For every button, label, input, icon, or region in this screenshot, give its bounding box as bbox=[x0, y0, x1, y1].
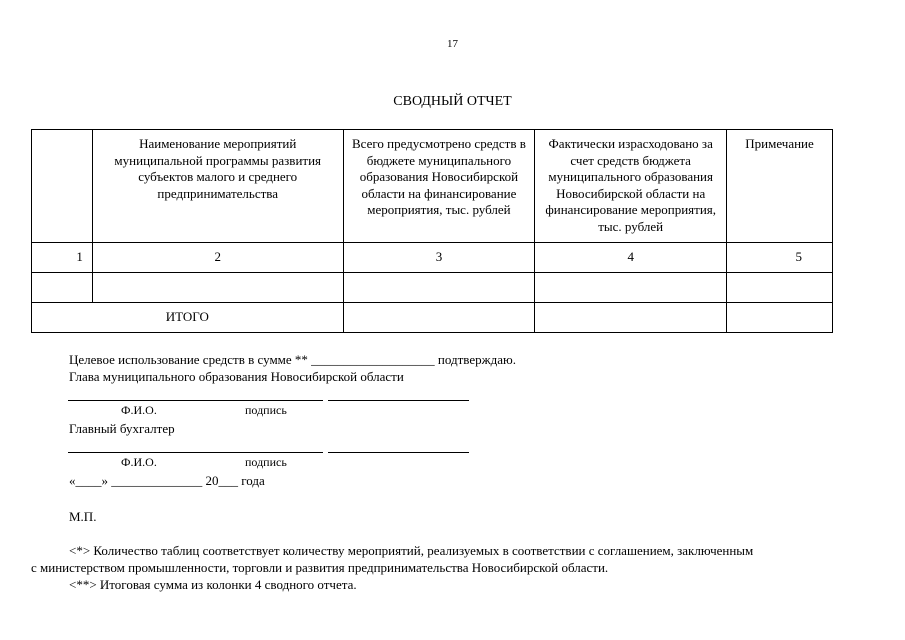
table-header-row bbox=[32, 130, 833, 243]
table-row-total bbox=[32, 303, 833, 333]
footnote-1: <*> Количество таблиц соответствует количеству мероприятий, реализуемых в соответствии с соглашением, заключенным bbox=[69, 543, 754, 558]
table-cell bbox=[32, 273, 93, 303]
header-actual-spent: Фактически израсходовано за счет средств бюджета муниципального образования Новосибирской области на финансирование мероприятия, тыс. рублей bbox=[535, 130, 727, 243]
signature-caption: подпись bbox=[245, 455, 287, 469]
table-cell bbox=[727, 273, 833, 303]
header-note: Примечание bbox=[727, 130, 833, 243]
head-of-municipality-label: Глава муниципального образования Новосибирской области bbox=[69, 369, 404, 384]
header-activity-name: Наименование мероприятий муниципальной программы развития субъектов малого и среднего предпринимательства bbox=[92, 130, 343, 243]
footnote-1-continued: с министерством промышленности, торговли и развития предпринимательства Новосибирской области. bbox=[31, 560, 609, 575]
confirmation-text: Целевое использование средств в сумме ** ___________________ подтверждаю. bbox=[69, 352, 516, 367]
column-number: 5 bbox=[727, 243, 833, 273]
header-planned-funds: Всего предусмотрено средств в бюджете муниципального образования Новосибирской области на финансирование мероприятия, тыс. рублей bbox=[343, 130, 535, 243]
table-cell bbox=[343, 303, 535, 333]
summary-report-table bbox=[31, 129, 833, 333]
footnote-2: <**> Итоговая сумма из колонки 4 сводного отчета. bbox=[69, 577, 357, 592]
table-cell bbox=[727, 303, 833, 333]
table-row-empty bbox=[32, 273, 833, 303]
signature-line-fio bbox=[68, 400, 323, 401]
table-cell bbox=[535, 273, 727, 303]
fio-caption: Ф.И.О. bbox=[121, 403, 157, 417]
stamp-label: М.П. bbox=[69, 509, 97, 524]
signature-line-fio bbox=[68, 452, 323, 453]
table-cell bbox=[343, 273, 535, 303]
total-label: ИТОГО bbox=[32, 303, 344, 333]
column-number: 2 bbox=[92, 243, 343, 273]
signature-caption: подпись bbox=[245, 403, 287, 417]
column-number: 3 bbox=[343, 243, 535, 273]
column-number: 4 bbox=[535, 243, 727, 273]
column-number: 1 bbox=[32, 243, 93, 273]
chief-accountant-label: Главный бухгалтер bbox=[69, 421, 175, 436]
table-row-column-numbers bbox=[32, 243, 833, 273]
table-cell bbox=[92, 273, 343, 303]
date-line: «____» ______________ 20___ года bbox=[69, 473, 265, 488]
signature-line-sign bbox=[328, 400, 469, 401]
page-number: 17 bbox=[447, 38, 458, 50]
header-col-1 bbox=[32, 130, 93, 243]
table-cell bbox=[535, 303, 727, 333]
document-title: СВОДНЫЙ ОТЧЕТ bbox=[393, 94, 512, 109]
fio-caption: Ф.И.О. bbox=[121, 455, 157, 469]
signature-line-sign bbox=[328, 452, 469, 453]
